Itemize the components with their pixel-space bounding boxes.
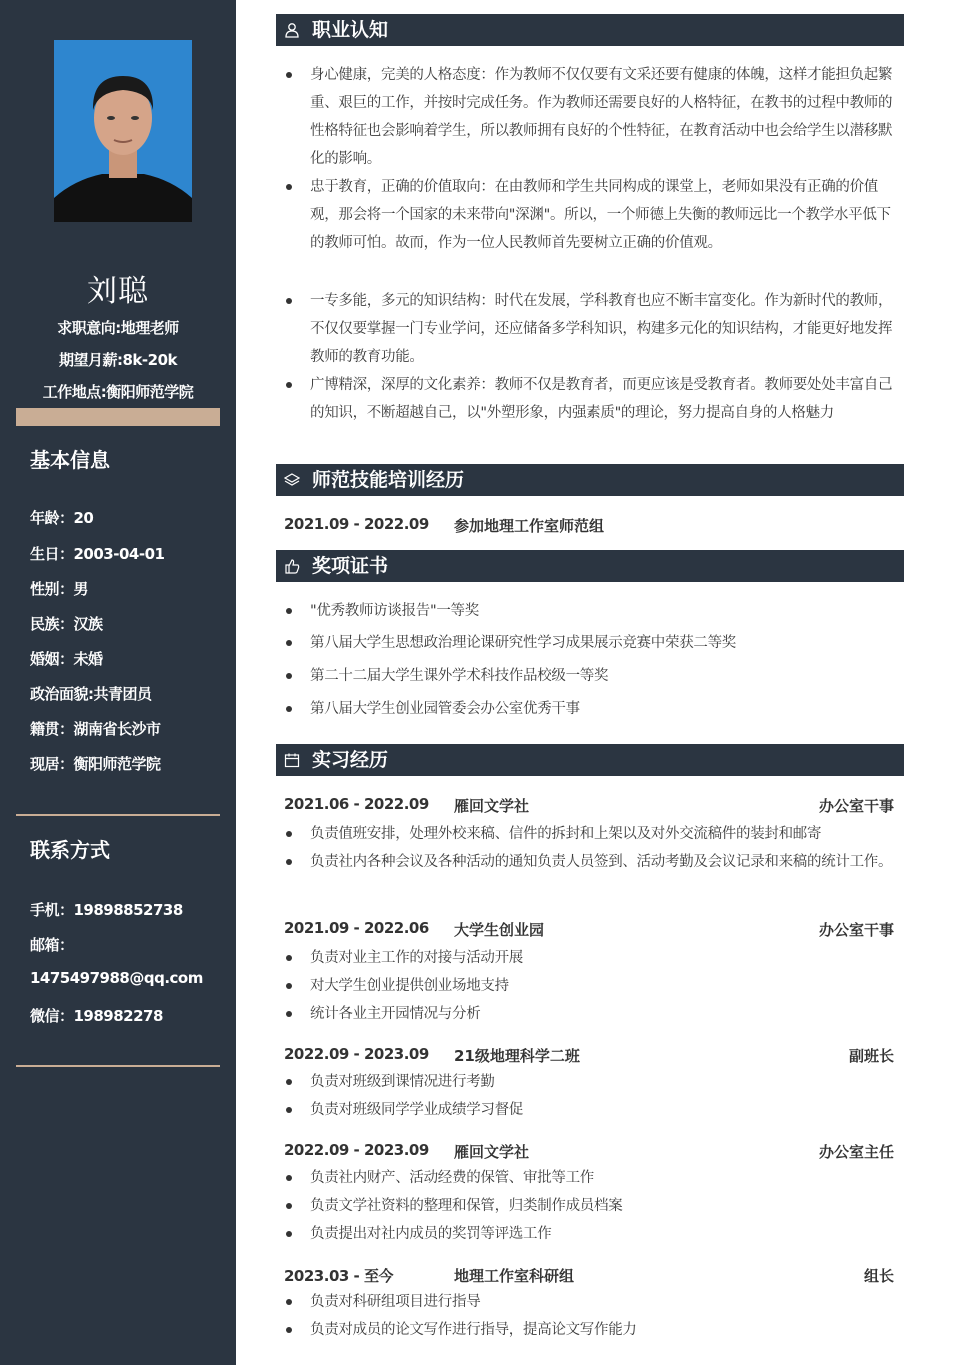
internship-entry [284,1045,894,1069]
internship-entry [284,795,894,819]
list-item: 一专多能，多元的知识结构：时代在发展，学科教育也应不断丰富变化。作为新时代的教师，不仅仅要掌握一门专业学问，还应储备多学科知识，构建多元化的知识结构，才能更好地发挥教师的教育功能。 [284,287,894,371]
basic-info-item: 生日：2003-04-01 [30,545,165,563]
internship-entry [284,1265,894,1289]
section-career-header [276,14,904,46]
entry-role: 办公室干事 [818,797,894,815]
entry-date: 2023.03 - 至今 [284,1267,393,1285]
award-item: 第八届大学生创业园管委会办公室优秀干事 [284,695,894,723]
list-item: 负责文学社资料的整理和保管，归类制作成员档案 [284,1192,894,1220]
section-internship-header [276,744,904,776]
contact-email-label: 邮箱： [30,936,74,954]
divider [16,1065,220,1067]
list-item: 对大学生创业提供创业场地支持 [284,972,894,1000]
entry-org: 大学生创业园 [454,921,545,939]
list-item: 负责对成员的论文写作进行指导，提高论文写作能力 [284,1316,894,1344]
section-title: 实习经历 [312,749,389,771]
basic-info-item: 婚姻：未婚 [30,650,103,668]
basic-info-title: 基本信息 [30,448,110,472]
basic-info-item: 籍贯：湖南省长沙市 [30,720,161,738]
contact-title: 联系方式 [30,838,110,862]
list-item: 负责对科研组项目进行指导 [284,1288,894,1316]
entry-date: 2022.09 - 2023.09 [284,1141,429,1159]
training-entry [284,515,894,539]
layers-icon [284,472,300,488]
award-item: 第八届大学生思想政治理论课研究性学习成果展示竞赛中荣获二等奖 [284,629,894,657]
entry-role: 副班长 [848,1047,894,1065]
list-item: 负责提出对社内成员的奖罚等评选工作 [284,1220,894,1248]
section-awards-header [276,550,904,582]
section-title: 师范技能培训经历 [312,469,465,491]
basic-info-item: 年龄：20 [30,509,94,527]
calendar-icon [284,752,300,768]
internship-entry [284,919,894,943]
accent-bar [16,408,220,426]
entry-role: 组长 [863,1267,894,1285]
basic-info-item: 性别：男 [30,580,89,598]
list-item: 负责值班安排，处理外校来稿、信件的拆封和上架以及对外交流稿件的装封和邮寄 [284,820,894,848]
entry-org: 参加地理工作室师范组 [454,517,605,535]
expected-salary: 期望月薪:8k-20k [59,351,177,369]
award-item: "优秀教师访谈报告"一等奖 [284,597,894,625]
work-location: 工作地点:衡阳师范学院 [42,383,194,401]
job-intent: 求职意向:地理老师 [57,319,179,337]
entry-role: 办公室干事 [818,921,894,939]
thumbs-up-icon [284,558,300,574]
list-item: 负责社内财产、活动经费的保管、审批等工作 [284,1164,894,1192]
entry-org: 雁回文学社 [454,1143,530,1161]
list-item: 统计各业主开园情况与分析 [284,1000,894,1028]
internship-entry [284,1141,894,1165]
list-item: 负责社内各种会议及各种活动的通知负责人员签到、活动考勤及会议记录和来稿的统计工作。 [284,848,894,876]
entry-date: 2021.09 - 2022.09 [284,515,429,533]
contact-email: 1475497988@qq.com [30,969,203,987]
section-title: 职业认知 [312,19,389,41]
entry-org: 雁回文学社 [454,797,530,815]
entry-date: 2021.06 - 2022.09 [284,795,429,813]
section-title: 奖项证书 [312,555,389,577]
award-item: 第二十二届大学生课外学术科技作品校级一等奖 [284,662,894,690]
entry-org: 地理工作室科研组 [454,1267,575,1285]
basic-info-item: 现居：衡阳师范学院 [30,755,161,773]
basic-info-item: 政治面貌:共青团员 [30,685,152,703]
contact-phone: 手机：19898852738 [30,901,183,919]
list-item: 负责对班级到课情况进行考勤 [284,1068,894,1096]
sidebar [0,0,236,1365]
list-item: 身心健康，完美的人格态度：作为教师不仅仅要有文采还要有健康的体魄，这样才能担负起繁重、艰巨的工作，并按时完成任务。作为教师还需要良好的人格特征，在教书的过程中教师的性格特征也会影响着学生，所以教师拥有良好的个性特征，在教育活动中也会给学生以潜移默化的影响。 [284,61,894,173]
entry-date: 2021.09 - 2022.06 [284,919,429,937]
entry-role: 办公室主任 [818,1143,894,1161]
list-item: 广博精深，深厚的文化素养：教师不仅是教育者，而更应该是受教育者。教师要处处丰富自己的知识，不断超越自己，以"外塑形象，内强素质"的理论，努力提高自身的人格魅力 [284,371,894,427]
divider [16,814,220,816]
person-icon [284,22,300,38]
person-photo-icon [54,40,192,222]
contact-wechat: 微信：198982278 [30,1007,163,1025]
profile-photo [54,40,192,222]
list-item: 忠于教育，正确的价值取向：在由教师和学生共同构成的课堂上，老师如果没有正确的价值观，那会将一个国家的未来带向"深渊"。所以，一个师德上失衡的教师远比一个教学水平低下的教师可怕。故而，作为一位人民教师首先要树立正确的价值观。 [284,173,894,257]
entry-date: 2022.09 - 2023.09 [284,1045,429,1063]
candidate-name: 刘聪 [87,274,149,309]
list-item: 负责对业主工作的对接与活动开展 [284,944,894,972]
section-training-header [276,464,904,496]
basic-info-item: 民族：汉族 [30,615,103,633]
entry-org: 21级地理科学二班 [454,1047,580,1065]
list-item: 负责对班级同学学业成绩学习督促 [284,1096,894,1124]
